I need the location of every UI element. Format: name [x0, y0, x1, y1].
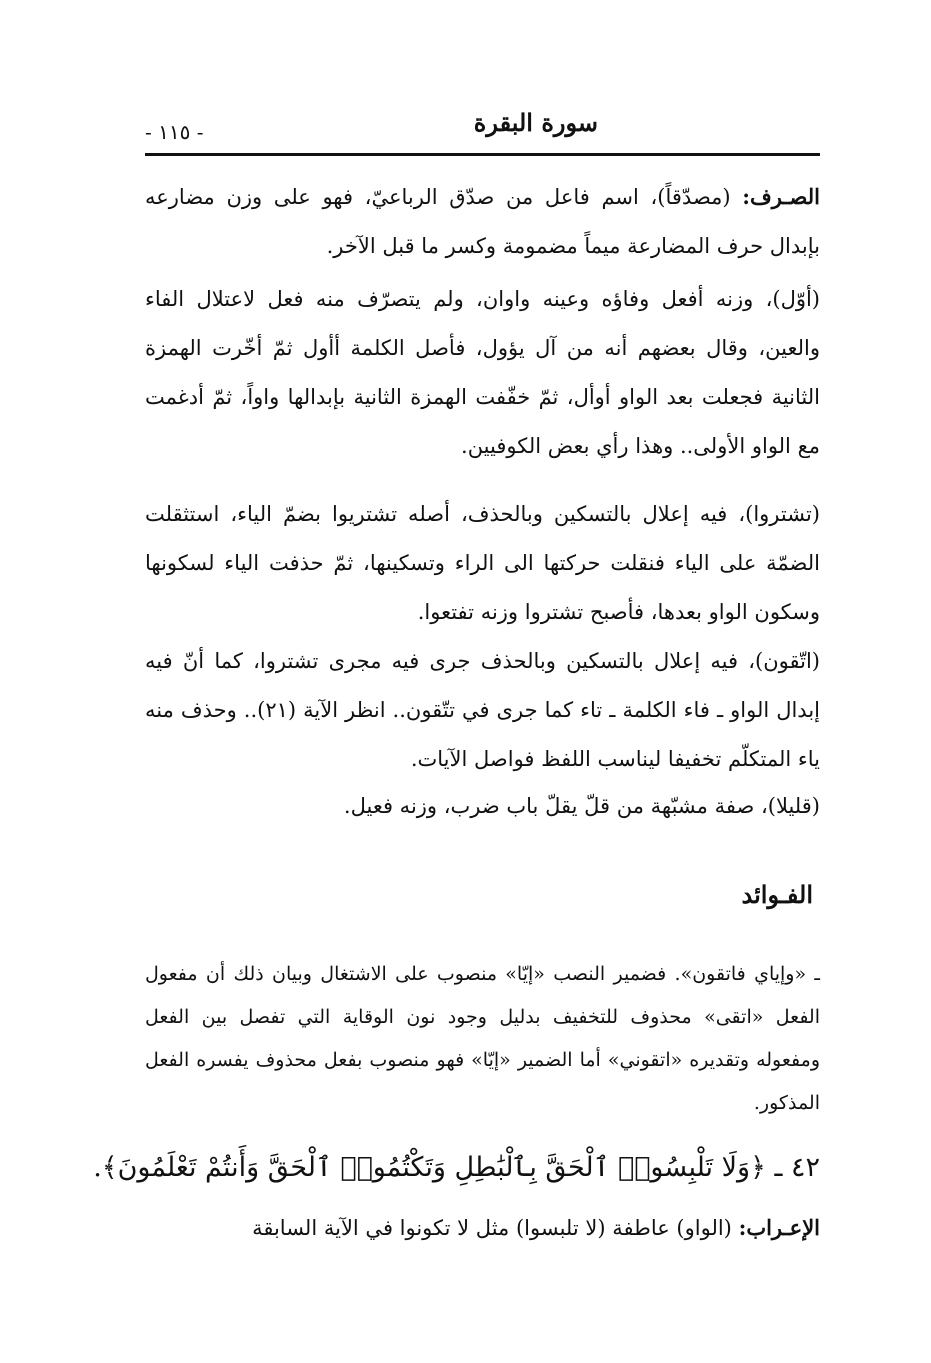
ayah-number: ٤٢ ـ: [774, 1152, 820, 1183]
tashtaru-paragraph: (تشتروا)، فيه إعلال بالتسكين وبالحذف، أصله تشتريوا بضمّ الياء، استثقلت الضمّة على الياء فنقلت حركتها الى الراء وتسكينها، ثمّ حذفت الياء لسكونها وسكون الواو بعدها، فأصبح تشتروا وزنه تفتعوا.: [145, 502, 820, 624]
qalil-paragraph: (قليلا)، صفة مشبّهة من قلّ يقلّ باب ضرب، وزنه فعيل.: [343, 794, 820, 818]
fawaid-paragraph: ـ «وإياي فاتقون». فضمير النصب «إيّا» منصوب على الاشتغال وبيان ذلك أن مفعول الفعل «اتقى» محذوف للتخفيف بدليل وجود نون الوقاية التي تفصل بين الفعل ومفعوله وتقديره «اتقوني» أما الضمير «إيّا» فهو منصوب بفعل محذوف يفسره الفعل المذكور.: [145, 963, 820, 1114]
surah-title: سورة البقرة: [473, 108, 598, 137]
irab-label: الإعـراب:: [738, 1215, 820, 1240]
sarf-paragraph: [145, 172, 820, 271]
sarf-text: (مصدّقاً)، اسم فاعل من صدّق الرباعيّ، فهو على وزن مضارعه بإبدال حرف المضارعة ميماً مضمومة وكسر ما قبل الآخر.: [145, 185, 820, 258]
ittaqun-paragraph: (اتّقون)، فيه إعلال بالتسكين وبالحذف جرى فيه مجرى تشتروا، كما أنّ فيه إبدال الواو ـ فاء الكلمة ـ تاء كما جرى في تتّقون.. انظر الآية (٢١).. وحذف منه ياء المتكلّم تخفيفا ليناسب اللفظ فواصل الآيات.: [145, 649, 821, 771]
irab-text: (الواو) عاطفة (لا تلبسوا) مثل لا تكونوا في الآية السابقة: [252, 1216, 732, 1240]
page-header: [145, 108, 820, 152]
fawaid-heading: الفـوائد: [741, 880, 813, 909]
header-rule: [145, 153, 820, 156]
ayah-line: [93, 1148, 820, 1188]
awwal-paragraph: (أوّل)، وزنه أفعل وفاؤه وعينه واوان، ولم يتصرّف منه فعل لاعتلال الفاء والعين، وقال بعضهم أنه من آل يؤول، فأصل الكلمة أأول ثمّ أخّرت الهمزة الثانية فجعلت بعد الواو أوأل، ثمّ خفّفت الهمزة الثانية بإبدالها واواً، ثمّ أدغمت مع الواو الأولى.. وهذا رأي بعض الكوفيين.: [145, 287, 820, 458]
ayah-text: ﴿وَلَا تَلْبِسُوا۟ ٱلْحَقَّ بِٱلْبَٰطِلِ وَتَكْتُمُوا۟ ٱلْحَقَّ وَأَنتُمْ تَعْلَمُونَ﴾.: [93, 1152, 766, 1183]
sarf-label: الصـرف:: [742, 184, 820, 209]
irab-paragraph: [145, 1203, 820, 1253]
page-number: - ١١٥ -: [145, 120, 204, 144]
